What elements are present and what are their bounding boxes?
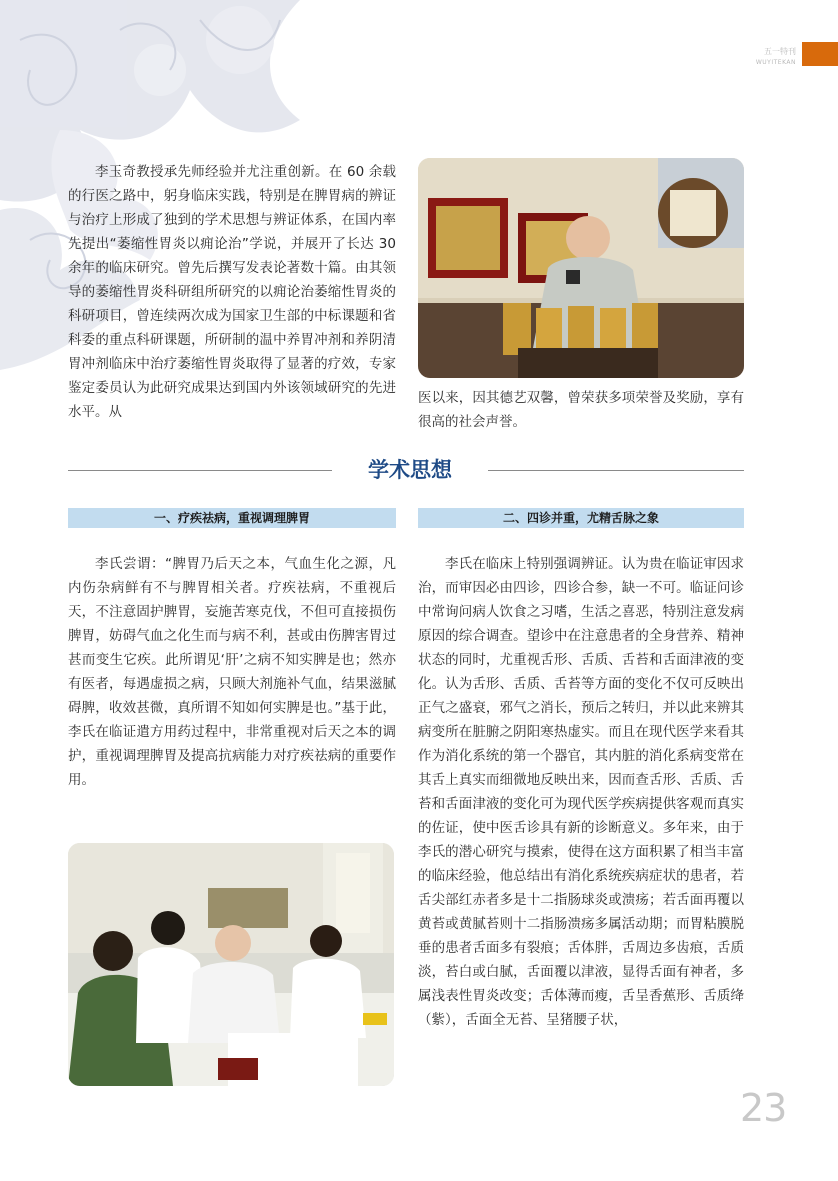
header-title: 五一特刊 — [764, 47, 796, 56]
continuation-paragraph: 医以来，因其德艺双馨，曾荣获多项荣誉及奖励，享有很高的社会声誉。 — [418, 390, 744, 430]
magazine-header — [756, 46, 796, 68]
page-number: 23 — [740, 1086, 787, 1130]
subsection-1-paragraph: 李氏尝谓：“脾胃乃后天之本，气血生化之源，凡内伤杂病鲜有不与脾胃相关者。疗疾祛病，不重视后天，不注意固护脾胃，妄施苦寒克伐，不但可直接损伤脾胃，妨碍气血之化生而与病不利，甚或由伤脾害胃过甚而变生它疾。此所谓见‘肝’之病不知实脾是也；然亦有医者，每遇虚损之病，只顾大剂施补气血，结果滋腻碍脾，收效甚微，真所谓不知如何实脾是也。”基于此，李氏在临证遣方用药过程中，非常重视对后天之本的调护，重视调理脾胃及提高抗病能力对疗疾祛病的重要作用。 — [68, 556, 396, 788]
photo-consultation-scene — [68, 843, 394, 1086]
intro-paragraph: 李玉奇教授承先师经验并尤注重创新。在 60 余载的行医之路中，躬身临床实践，特别是在脾胃病的辨证与治疗上形成了独到的学术思想与辨证体系，在国内率先提出“萎缩性胃炎以痈论治”学说，并展开了长达 30 余年的临床研究。曾先后撰写发表论著数十篇。由其领导的萎缩性胃炎科研组所研究的以痈论治萎缩性胃炎的科研项目，曾连续两次成为国家卫生部的中标课题和省科委的重点科研课题，所研制的温中养胃冲剂和养阴清胃冲剂临床中治疗萎缩性胃炎取得了显著的疗效，专家鉴定委员认为此研究成果达到国内外该领域研究的先进水平。从 — [68, 164, 396, 420]
section-title: 学术思想 — [368, 457, 452, 482]
photo-professor-at-desk — [418, 158, 744, 378]
subsection-1-heading: 一、疗疾祛病，重视调理脾胃 — [68, 508, 396, 528]
subsection-2-heading: 二、四诊并重，尤精舌脉之象 — [418, 508, 744, 528]
header-subtitle: WUYITEKAN — [755, 59, 796, 66]
section-divider-left — [68, 470, 332, 471]
section-divider-right — [488, 470, 744, 471]
header-accent-tab — [802, 42, 838, 66]
subsection-2-paragraph: 李氏在临床上特别强调辨证。认为贵在临证审因求治，而审因必由四诊，四诊合参，缺一不可。临证问诊中常询问病人饮食之习嗜，生活之喜恶，特别注意发病原因的综合调查。望诊中在注意患者的全身营养、精神状态的同时，尤重视舌形、舌质、舌苔和舌面津液的变化。认为舌形、舌质、舌苔等方面的变化不仅可反映出正气之盛衰，邪气之消长，预后之转归，并以此来辨其病变所在脏腑之阴阳寒热虚实。而且在现代医学来看其作为消化系统的第一个器官，其内脏的消化系病变常在其舌上真实而细微地反映出来，因而查舌形、舌质、舌苔和舌面津液的变化可为现代医学疾病提供客观而真实的佐证，使中医舌诊具有新的诊断意义。多年来，由于李氏的潜心研究与摸索，使得在这方面积累了相当丰富的临床经验，他总结出有消化系统疾病症状的患者，若舌尖部红赤者多是十二指肠球炎或溃疡；若舌面再覆以黄苔或黄腻苔则十二指肠溃疡多属活动期；而胃粘膜脱垂的患者舌面多有裂痕；舌体胖，舌周边多齿痕，舌质淡，苔白或白腻，舌面覆以津液，显得舌面有神者，多属浅表性胃炎改变；舌体薄而瘦，舌呈香蕉形、舌质绛（紫），舌面全无苔、呈猪腰子状， — [418, 556, 744, 1028]
